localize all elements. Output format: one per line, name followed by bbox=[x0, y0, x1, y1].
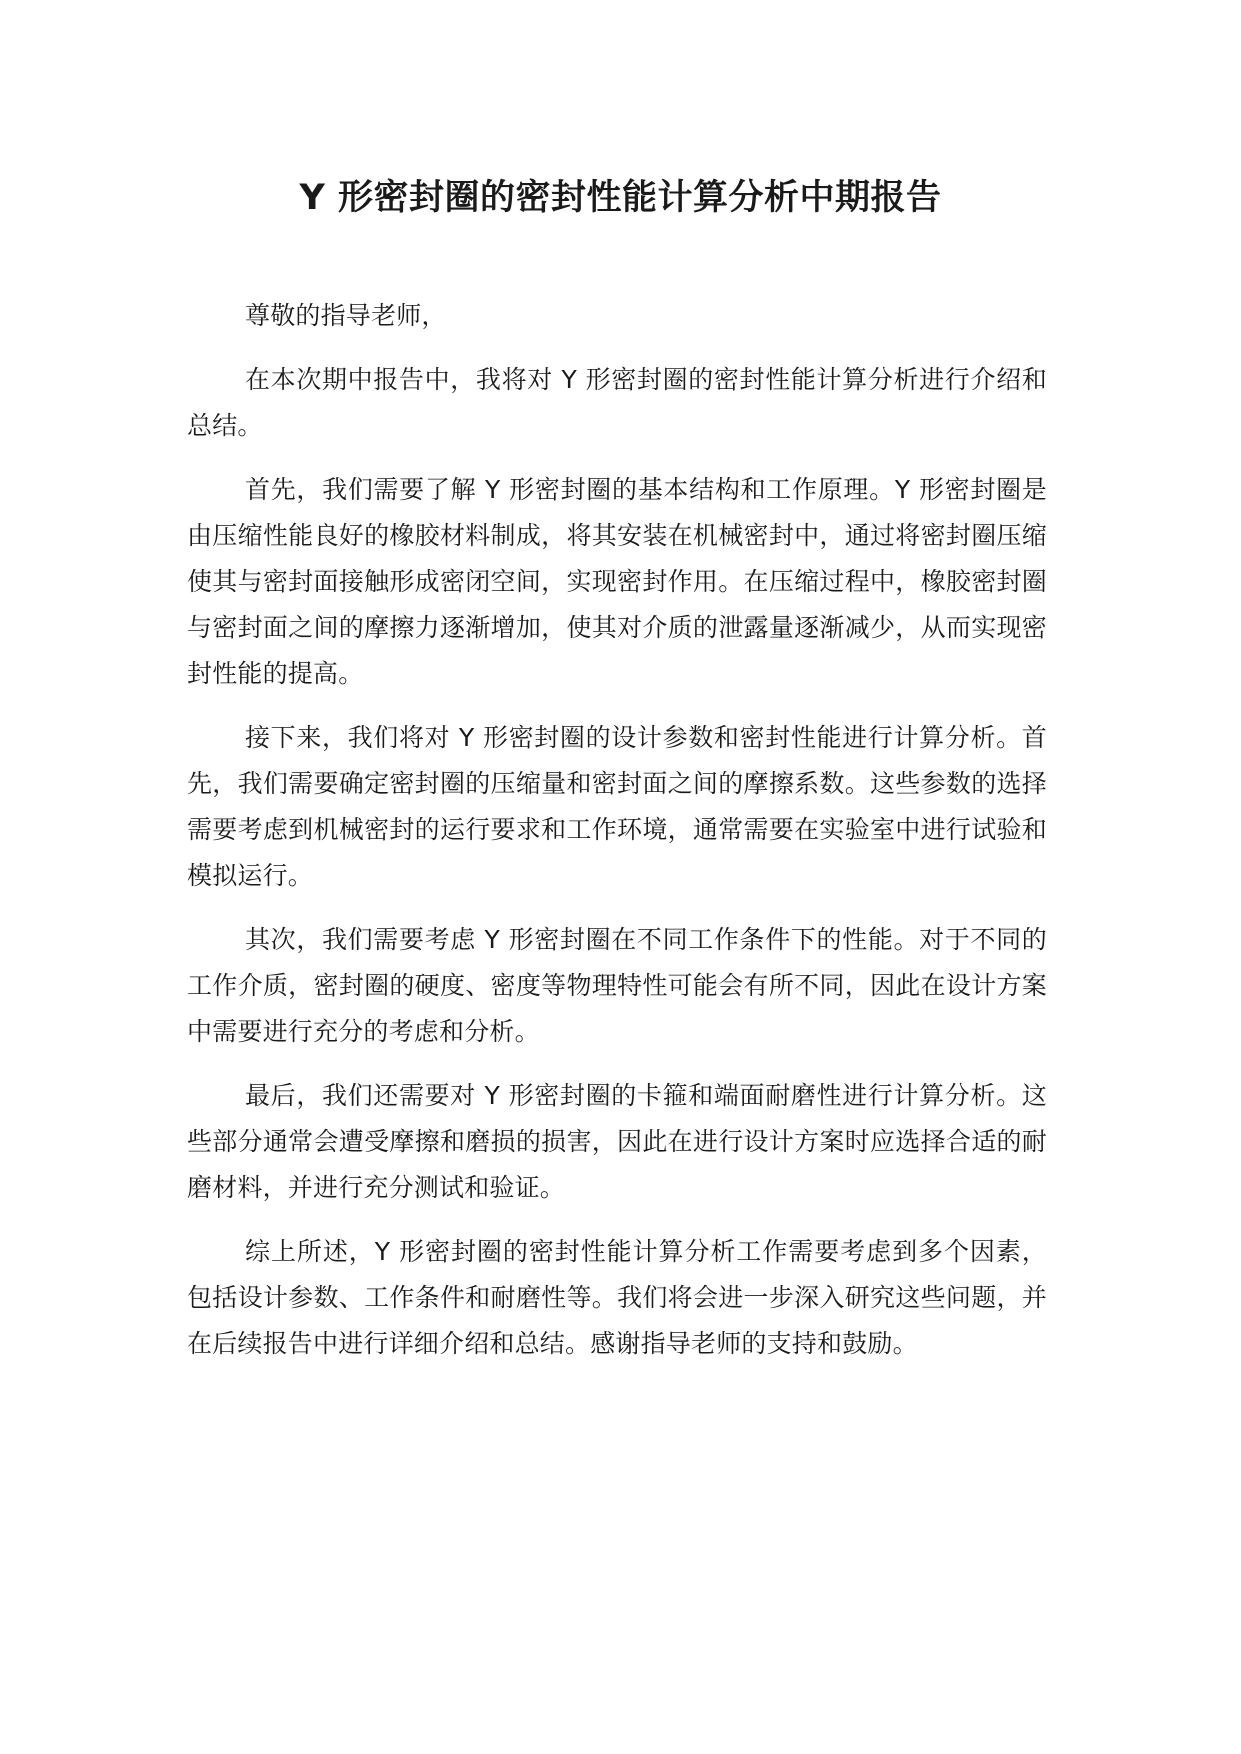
wear-resistance-paragraph: 最后，我们还需要对 Y 形密封圈的卡箍和端面耐磨性进行计算分析。这些部分通常会遭受摩擦和磨损的损害，因此在进行设计方案时应选择合适的耐磨材料，并进行充分测试和验证。 bbox=[187, 1081, 1047, 1202]
design-parameters-paragraph: 接下来，我们将对 Y 形密封圈的设计参数和密封性能进行计算分析。首先，我们需要确定密封圈的压缩量和密封面之间的摩擦系数。这些参数的选择需要考虑到机械密封的运行要求和工作环境，通常需要在实验室中进行试验和模拟运行。 bbox=[187, 723, 1047, 890]
structure-paragraph: 首先，我们需要了解 Y 形密封圈的基本结构和工作原理。Y 形密封圈是由压缩性能良好的橡胶材料制成，将其安装在机械密封中，通过将密封圈压缩使其与密封面接触形成密闭空间，实现密封作用。在压缩过程中，橡胶密封圈与密封面之间的摩擦力逐渐增加，使其对介质的泄露量逐渐减少，从而实现密封性能的提高。 bbox=[187, 475, 1047, 688]
intro-paragraph: 在本次期中报告中，我将对 Y 形密封圈的密封性能计算分析进行介绍和总结。 bbox=[187, 365, 1047, 440]
document-title: Y 形密封圈的密封性能计算分析中期报告 bbox=[299, 178, 942, 218]
salutation-paragraph: 尊敬的指导老师， bbox=[245, 301, 447, 330]
document-body bbox=[187, 293, 1047, 1385]
working-conditions-paragraph: 其次，我们需要考虑 Y 形密封圈在不同工作条件下的性能。对于不同的工作介质，密封圈的硬度、密度等物理特性可能会有所不同，因此在设计方案中需要进行充分的考虑和分析。 bbox=[187, 925, 1047, 1046]
conclusion-paragraph: 综上所述，Y 形密封圈的密封性能计算分析工作需要考虑到多个因素，包括设计参数、工作条件和耐磨性等。我们将会进一步深入研究这些问题，并在后续报告中进行详细介绍和总结。感谢指导老师的支持和鼓励。 bbox=[187, 1237, 1047, 1358]
